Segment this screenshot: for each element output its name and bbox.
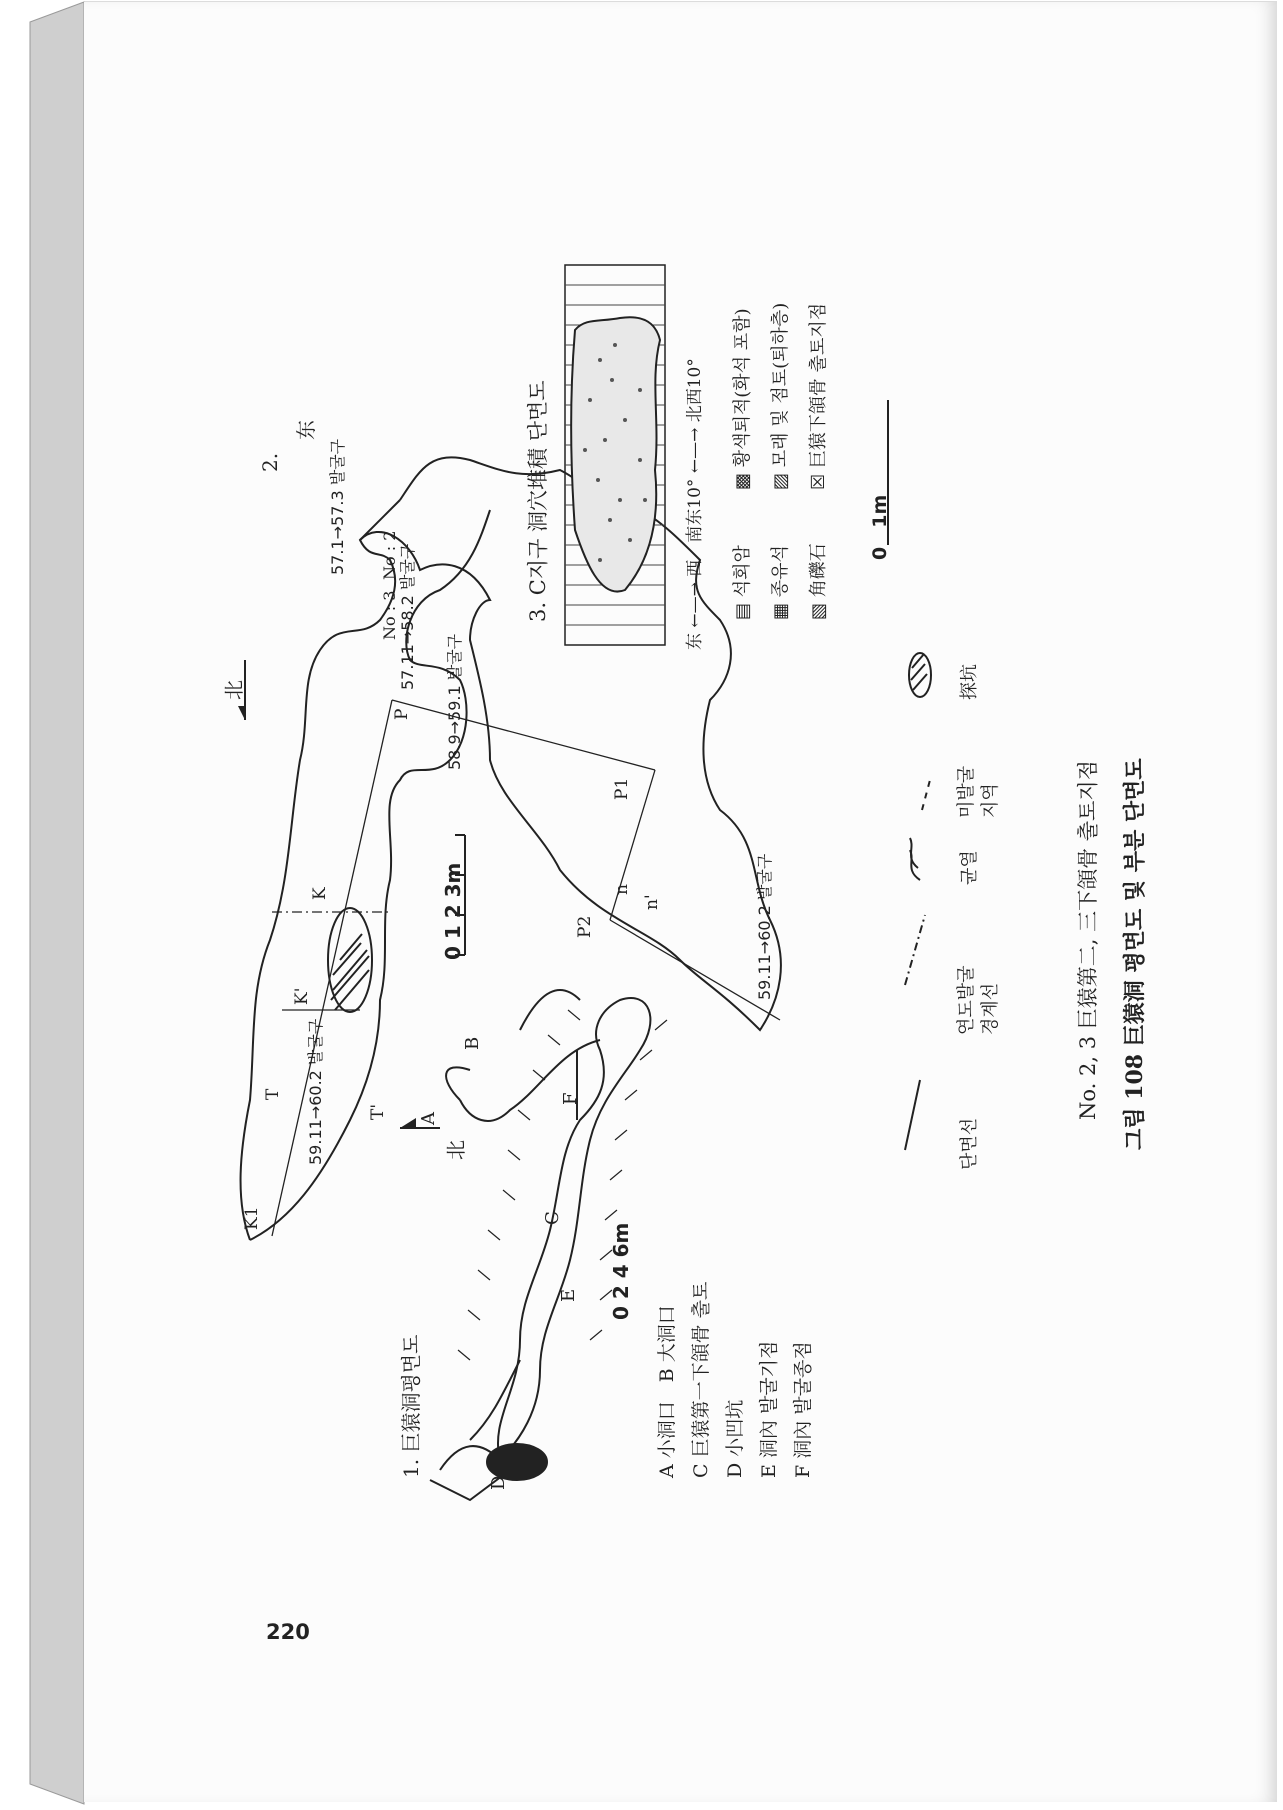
panel2-north-label: 北 (222, 680, 246, 700)
section-label: K' (292, 987, 312, 1005)
section-label: K1 (242, 1206, 262, 1230)
legend-item: ▨ 모래 및 점토(퇴하층) (770, 302, 791, 490)
panel3-title: 3. C지구 洞穴堆積 단면도 (526, 380, 550, 622)
section-label: T (263, 1088, 283, 1100)
annotation-excavation: 59.11→60.2 발굴구 (306, 1018, 325, 1165)
point-label-a: A (418, 1112, 439, 1125)
annotation-number: No : 2 (380, 530, 399, 580)
point-label-d: D (488, 1475, 509, 1490)
legend-item: ▤ 석회암 (732, 545, 753, 620)
line-legend-label: 探坑 (959, 664, 980, 700)
panel1-scale-label: 0 2 4 6m (609, 1222, 633, 1320)
annotation-excavation: 58.9→59.1 발굴구 (445, 633, 464, 770)
panel3-scale-label: 0 1m (869, 494, 891, 560)
section-label: P (392, 708, 412, 720)
figure-subcaption: No. 2, 3 巨猿第二, 三下頜骨 출토지점 (1076, 760, 1100, 1120)
legend-item: A 小洞口 B 大洞口 (656, 1305, 678, 1478)
page-number: 220 (266, 1620, 310, 1644)
section-lines (272, 700, 780, 1236)
limestone-swatch: ▤ (732, 597, 753, 620)
legend-item: ☒ 巨猿下頜骨 출토지점 (808, 302, 829, 490)
line-legend-symbols (905, 653, 931, 1150)
annotation-number: No : 3 (380, 590, 399, 640)
line-legend-label: 단면선 (959, 1117, 980, 1170)
line-legend-label: 미발굴 지역 (956, 765, 1001, 818)
panel2-title: 2. (258, 452, 282, 472)
breccia-swatch: ▧ (808, 597, 829, 620)
section-label: n' (642, 894, 662, 910)
yellow-deposit-swatch: ▩ (732, 467, 753, 490)
point-label-f: F (560, 1092, 581, 1105)
panel1-title: 1. 巨猿洞평면도 (399, 1334, 423, 1478)
legend-item: ▩ 황색퇴적(화석 포함) (732, 308, 753, 490)
point-label-c: C (542, 1211, 563, 1225)
legend-item: C 巨猿第一下頜骨 출토 (690, 1281, 712, 1478)
panel1-north-label: 北 (444, 1140, 468, 1160)
line-legend-label: 균열 (959, 850, 980, 885)
annotation-excavation: 57.1→57.3 발굴구 (328, 438, 347, 575)
panel2-east-label: 东 (294, 420, 318, 440)
section-label: T' (368, 1103, 388, 1120)
legend-item: ▧ 角礫石 (808, 543, 829, 620)
section-label: P2 (575, 915, 595, 938)
legend-item: E 洞內 발굴기점 (758, 1340, 780, 1478)
legend-item: ▦ 종유석 (770, 545, 791, 620)
section-label: K (310, 887, 330, 900)
point-label-e: E (558, 1288, 579, 1302)
section-label: n (612, 884, 632, 895)
stratigraphic-section (565, 265, 665, 645)
sand-clay-swatch: ▨ (770, 467, 791, 490)
annotation-excavation: 59.11→60.2 발굴구 (755, 853, 774, 1000)
line-legend-label: 연도발굴 경계선 (956, 965, 1001, 1035)
find-spot-swatch: ☒ (808, 468, 829, 490)
legend-item: D 小凹坑 (724, 1399, 746, 1478)
stalactite-swatch: ▦ (770, 597, 791, 620)
panel3-axis-label: 东 ←—→ 西 南东10° ←—→ 北西10° (685, 358, 705, 650)
annotation-excavation: 57.11→58.2 발굴구 (398, 543, 417, 690)
figure-caption: 그림 108 巨猿洞 평면도 및 부분 단면도 (1122, 758, 1148, 1150)
excavation-pit-hatch (328, 908, 372, 1012)
legend-item: F 洞內 발굴종점 (792, 1341, 814, 1478)
point-label-b: B (462, 1036, 483, 1050)
section-label: P1 (612, 777, 632, 800)
panel2-scale-label: 0 1 2 3m (441, 862, 465, 960)
